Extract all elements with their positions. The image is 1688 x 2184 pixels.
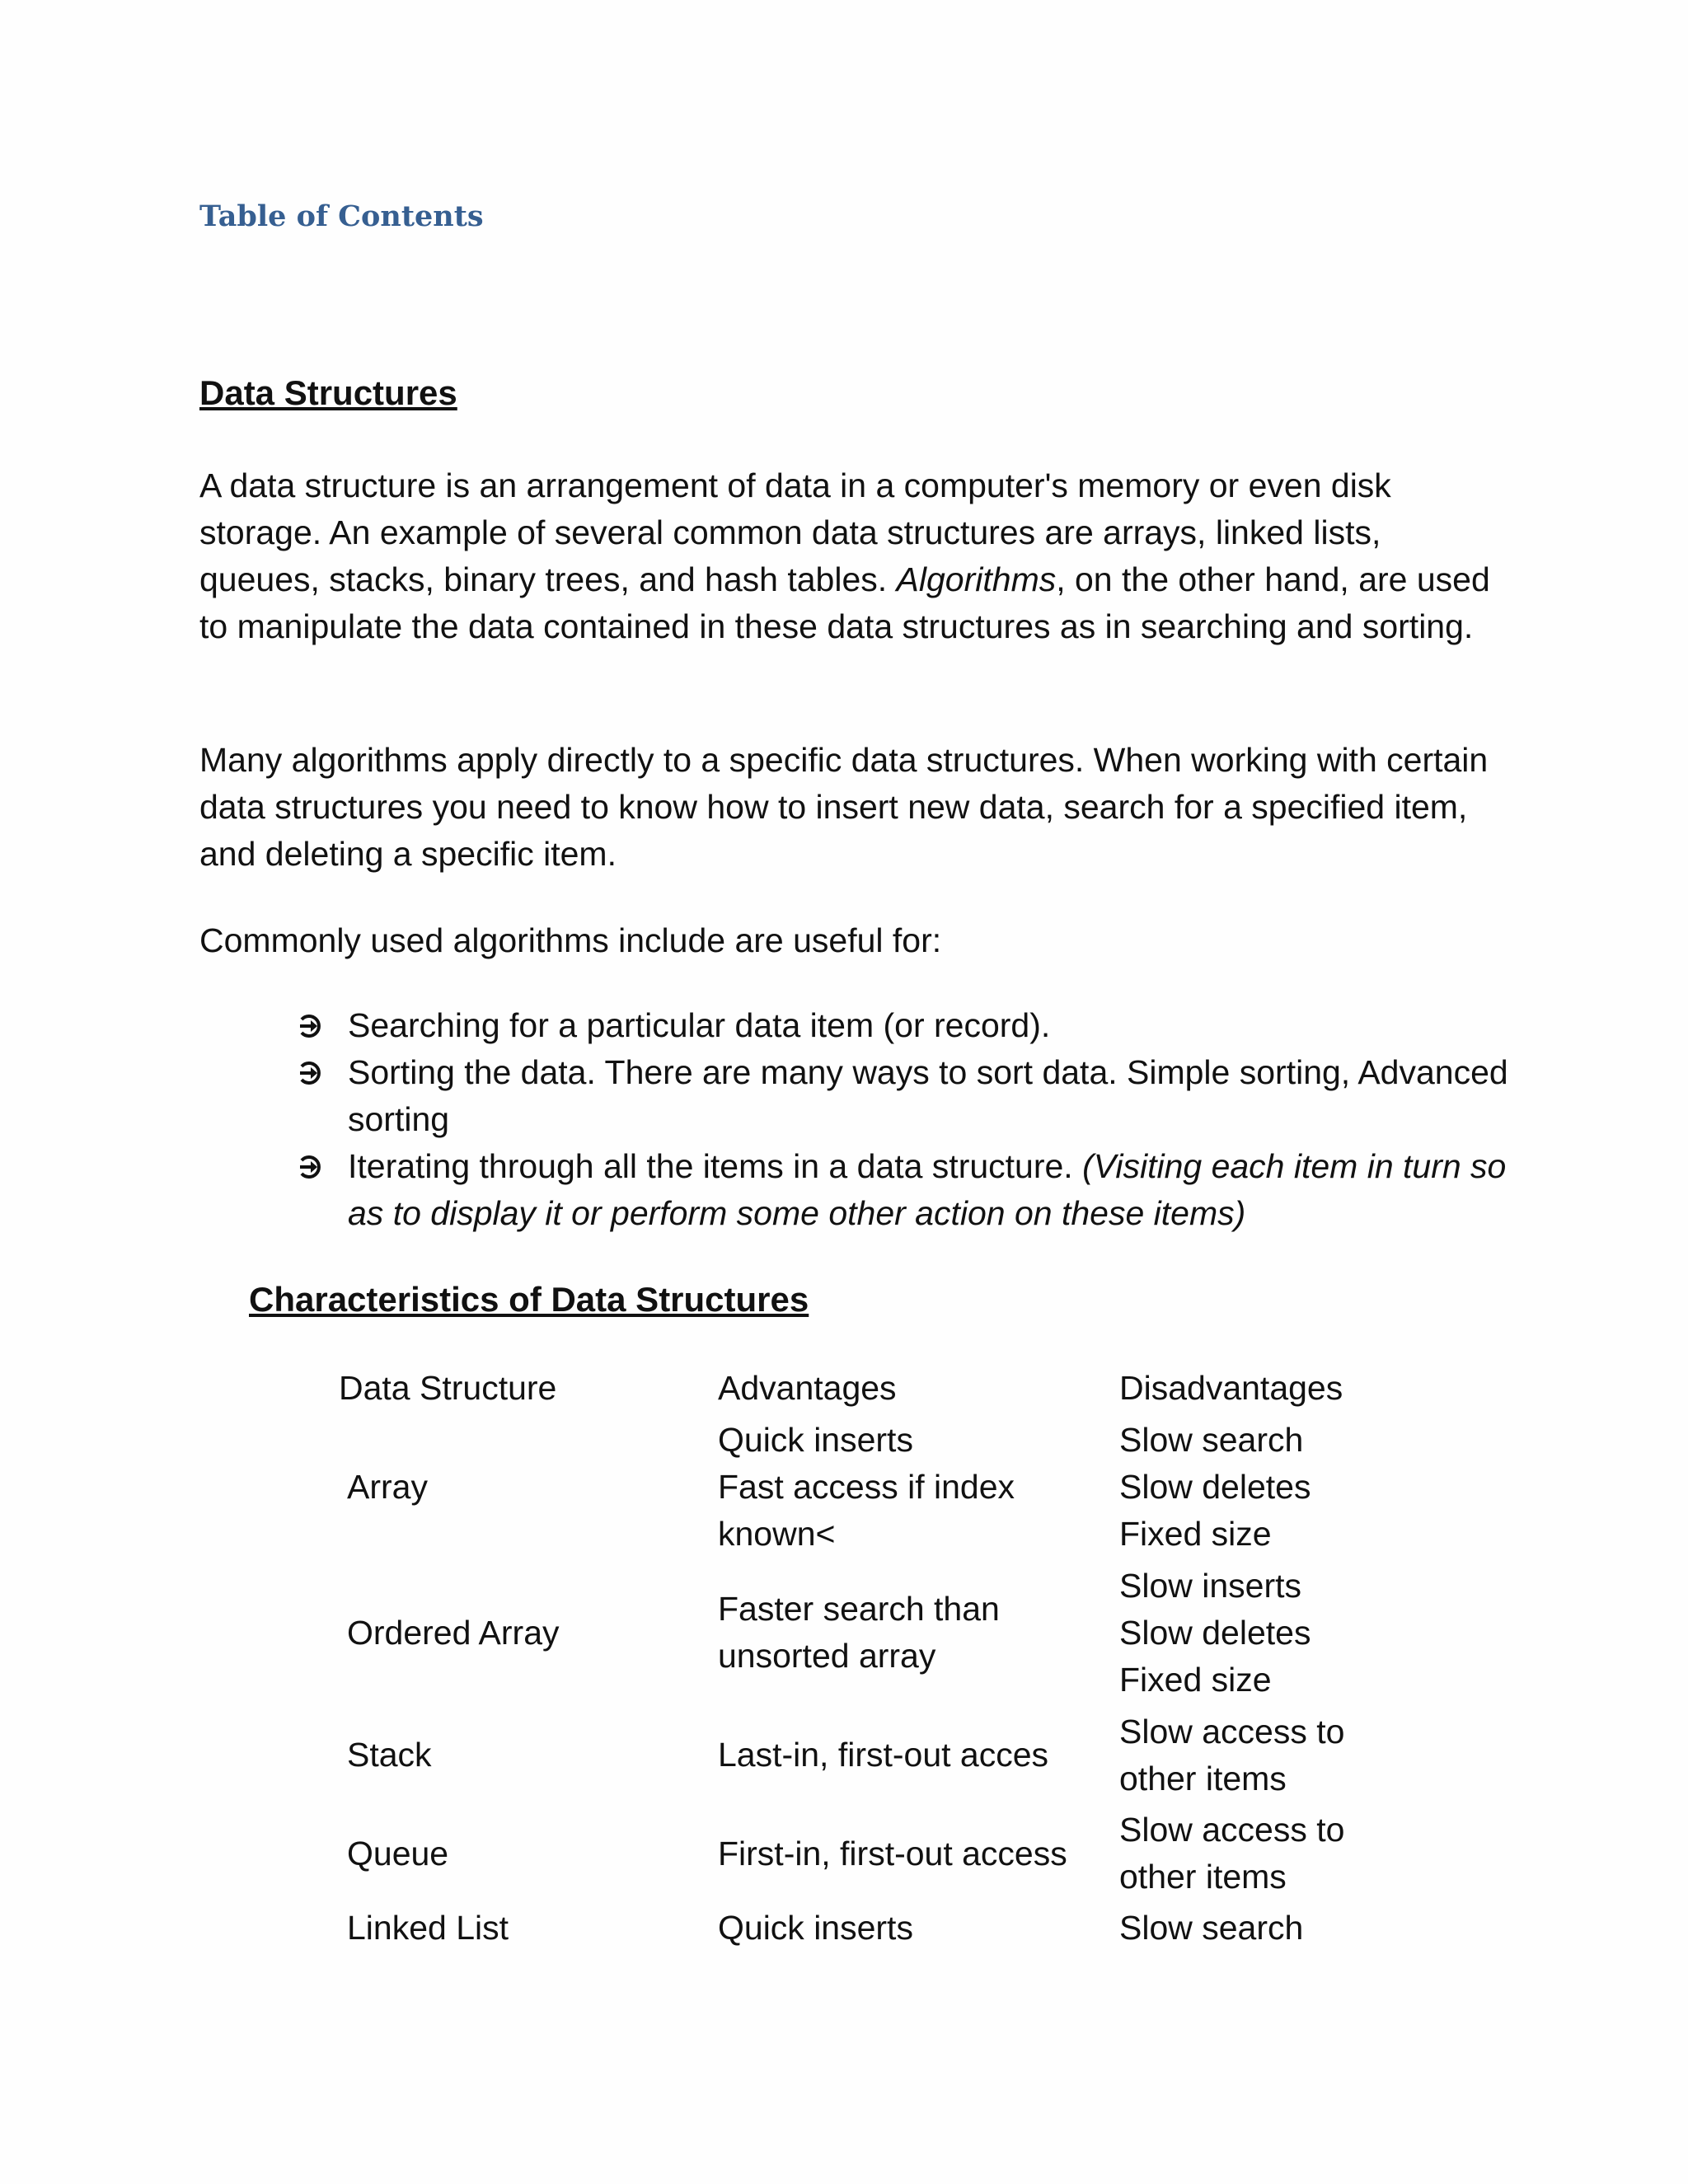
intro-text-before: A data structure is an arrangement of data in a computer's memory or even disk storage. An example of several common data structures are arrays, linked lists, queues, stacks, binary trees, and hash tables. xyxy=(199,466,1391,598)
list-item-italic-note: (Visiting each item in turn so as to display it or perform some other action on these items) xyxy=(348,1147,1507,1232)
column-header-disadvantages: Disadvantages xyxy=(1119,1369,1343,1407)
table-cell-disadvantage: Slow search xyxy=(1119,1421,1304,1459)
table-cell-disadvantage: Slow inserts xyxy=(1119,1567,1302,1605)
table-cell-advantage: known< xyxy=(718,1515,836,1553)
row-structure-array: Array xyxy=(347,1468,428,1506)
table-cell-advantage: unsorted array xyxy=(718,1637,936,1675)
characteristics-title: Characteristics of Data Structures xyxy=(249,1280,809,1319)
table-cell-advantage: Faster search than xyxy=(718,1590,1000,1628)
table-cell-disadvantage: Fixed size xyxy=(1119,1515,1272,1553)
row-structure-ordered-array: Ordered Array xyxy=(347,1614,560,1652)
table-cell-disadvantage: Slow access to xyxy=(1119,1811,1345,1849)
section-title: Data Structures xyxy=(199,373,457,412)
row-structure-queue: Queue xyxy=(347,1835,449,1872)
table-cell-disadvantage: other items xyxy=(1119,1858,1287,1896)
table-cell-disadvantage: Slow search xyxy=(1119,1909,1304,1947)
column-header-advantages: Advantages xyxy=(718,1369,897,1407)
toc-heading: Table of Contents xyxy=(199,199,484,233)
table-cell-advantage: Quick inserts xyxy=(718,1909,913,1947)
table-cell-advantage: Quick inserts xyxy=(718,1421,913,1459)
table-cell-disadvantage: Slow deletes xyxy=(1119,1468,1311,1506)
intro-italic-term: Algorithms xyxy=(896,560,1057,598)
column-header-structure: Data Structure xyxy=(339,1369,557,1407)
row-structure-linked-list: Linked List xyxy=(347,1909,509,1947)
table-cell-advantage: Last-in, first-out acces xyxy=(718,1736,1049,1774)
common-algorithms-intro: Commonly used algorithms include are useful for: xyxy=(199,921,942,959)
table-cell-disadvantage: Slow access to xyxy=(1119,1713,1345,1750)
intro-text-after: , on the other hand, are used to manipulate the data contained in these data structures as in searching and sorting. xyxy=(199,560,1490,645)
table-cell-disadvantage: other items xyxy=(1119,1760,1287,1797)
table-cell-advantage: Fast access if index xyxy=(718,1468,1015,1506)
list-item-text: Iterating through all the items in a data structure. xyxy=(348,1147,1083,1185)
list-item-text: Searching for a particular data item (or record). xyxy=(348,1006,1051,1044)
table-cell-disadvantage: Slow deletes xyxy=(1119,1614,1311,1652)
algorithms-paragraph: Many algorithms apply directly to a specific data structures. When working with certain data structures you need to know how to insert new data, search for a specified item, and deleting a specific item. xyxy=(199,741,1489,873)
table-cell-disadvantage: Fixed size xyxy=(1119,1661,1272,1699)
row-structure-stack: Stack xyxy=(347,1736,432,1774)
table-cell-advantage: First-in, first-out access xyxy=(718,1835,1067,1872)
list-item-text: Sorting the data. There are many ways to sort data. Simple sorting, Advanced sorting xyxy=(348,1053,1508,1138)
